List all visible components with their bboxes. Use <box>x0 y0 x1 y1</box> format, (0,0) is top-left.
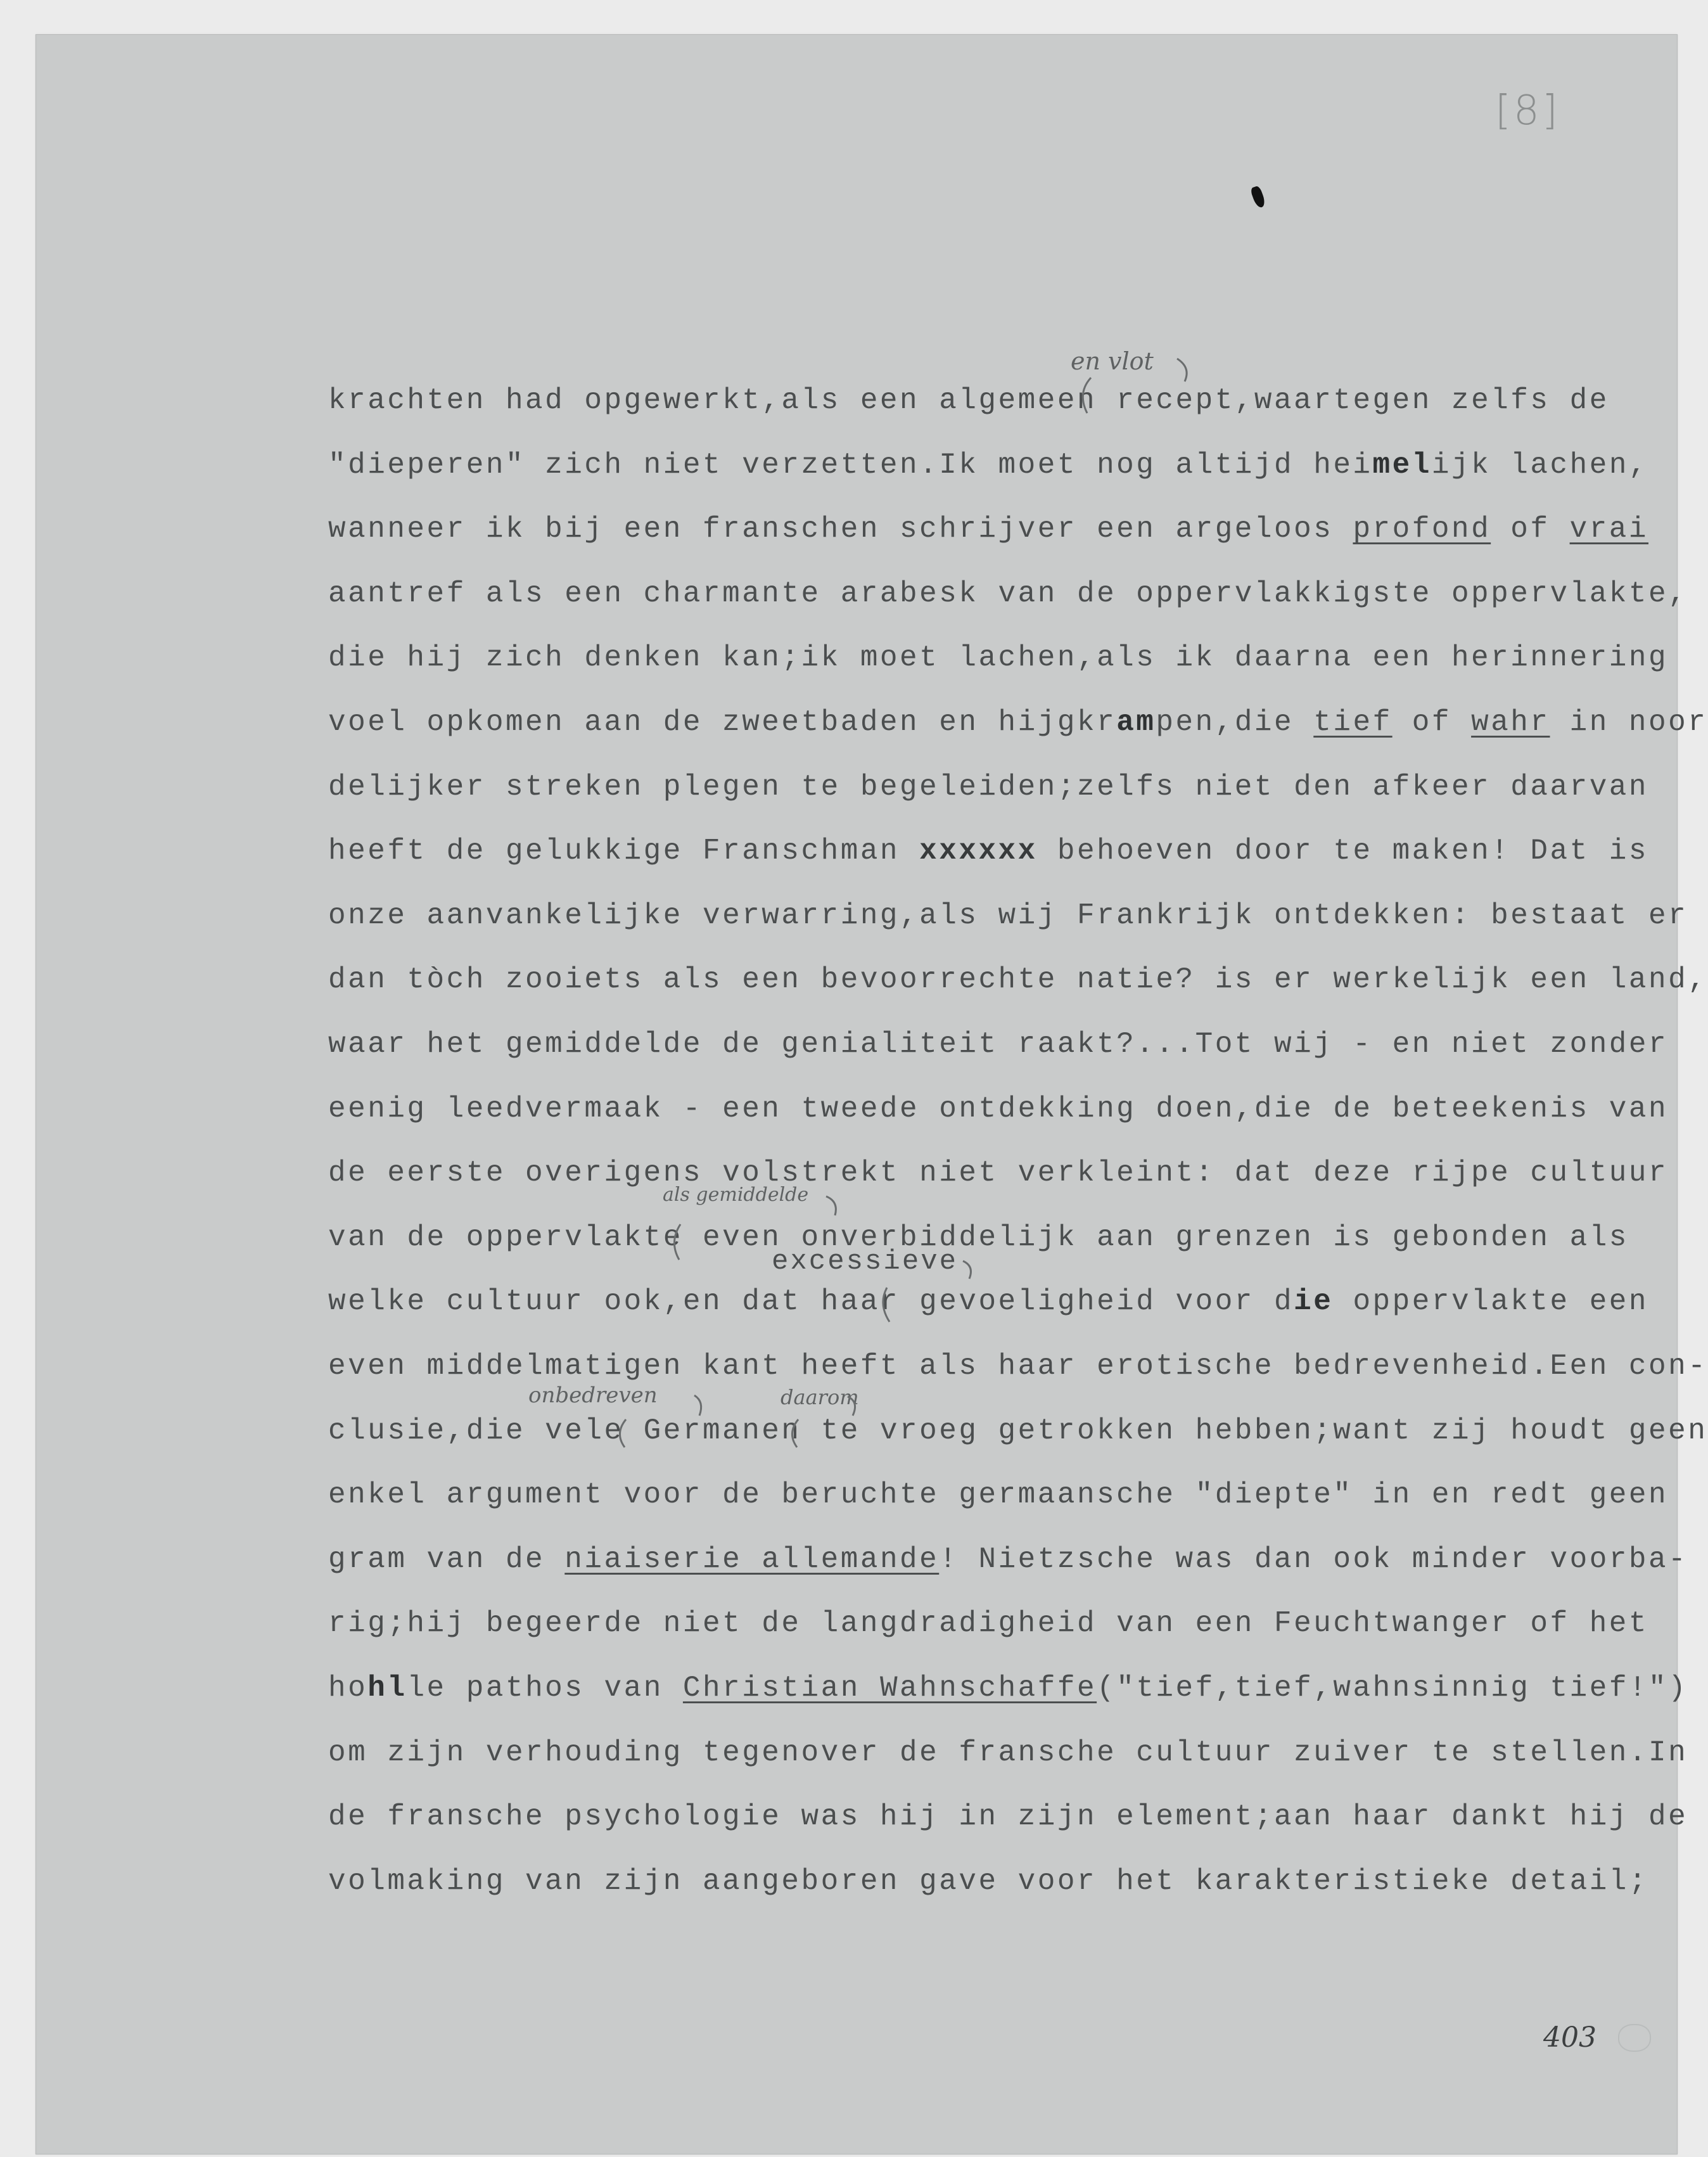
insertion-mark-gevoeligheid-end <box>963 1261 971 1279</box>
insertion-mark-germanen <box>620 1419 626 1447</box>
text-run: clusie,die vele Germanen te vroeg getrokken hebben;want zij houdt geen <box>328 1414 1708 1447</box>
text-run: recept,waartegen zelfs de <box>1116 384 1609 417</box>
overtyped-text: mel <box>1372 448 1432 482</box>
faint-stamp <box>1618 2024 1651 2052</box>
underlined-text: niaiserie allemande <box>564 1542 940 1576</box>
underlined-text: tief <box>1313 706 1393 739</box>
text-run: om zijn verhouding tegenover de fransche cultuur zuiver te stellen.In <box>328 1736 1688 1769</box>
text-run: wanneer ik bij een franschen schrijver een argeloos <box>328 513 1353 546</box>
text-run: onze aanvankelijke verwarring,als wij Frankrijk ontdekken: bestaat er <box>328 899 1688 932</box>
text-run: even middelmatigen kant heeft als haar erotische bedrevenheid.Een con- <box>328 1350 1708 1383</box>
overtyped-text: hl <box>367 1672 407 1705</box>
text-run: enkel argument voor de beruchte germaansche "diepte" in en redt geen <box>328 1478 1669 1512</box>
underlined-text: wahr <box>1471 706 1550 739</box>
text-run: rig;hij begeerde niet de langdradigheid van een Feuchtwanger of het <box>328 1607 1649 1641</box>
text-run: of <box>1392 706 1472 739</box>
text-run: ho <box>328 1672 368 1705</box>
underlined-text: Christian Wahnschaffe <box>682 1672 1097 1705</box>
text-run: de eerste overigens volstrekt niet verkleint: dat deze rijpe cultuur <box>328 1156 1669 1190</box>
text-run: delijker streken plegen te begeleiden;zelfs niet den afkeer daarvan <box>328 770 1649 803</box>
text-run: welke cultuur ook,en dat haar gevoeligheid voor d <box>328 1285 1294 1319</box>
text-run: in noor <box>1550 706 1708 739</box>
underlined-text: vrai <box>1569 513 1649 546</box>
insertion-mark-even-end <box>826 1196 836 1215</box>
text-run: of <box>1491 513 1570 546</box>
text-run: oppervlakte een <box>1333 1285 1649 1319</box>
text-run: heeft de gelukkige Franschman <box>328 835 920 868</box>
text-run: ! Nietzsche was dan ook minder voorba- <box>939 1542 1688 1576</box>
text-run: "dieperen" zich niet verzetten.Ik moet nog altijd hei <box>328 448 1373 482</box>
struck-out-text: xxxxxx <box>919 835 1038 868</box>
handwritten-insertion-daarom: daarom <box>781 1385 859 1409</box>
typed-insertion-excessieve: excessieve <box>772 1246 959 1277</box>
handwritten-insertion-onbedreven: onbedreven <box>528 1383 658 1408</box>
insertion-mark-germanen-end <box>694 1395 701 1416</box>
text-run: volmaking van zijn aangeboren gave voor het karakteristieke detail; <box>328 1864 1649 1898</box>
text-run: voel opkomen aan de zweetbaden en hijgkr <box>328 706 1117 739</box>
insertion-mark-te-end <box>848 1397 855 1416</box>
text-run: behoeven door te maken! Dat is <box>1037 835 1649 868</box>
text-run: eenig leedvermaak - een tweede ontdekking doen,die de beteekenis van <box>328 1092 1669 1125</box>
text-run: dan tòch zooiets als een bevoorrechte natie? is er werkelijk een land, <box>328 963 1708 997</box>
text-run: de fransche psychologie was hij in zijn element;aan haar dankt hij de <box>328 1800 1688 1834</box>
text-run: le pathos van <box>407 1672 683 1705</box>
folio-number: [8] <box>1495 87 1560 134</box>
text-run: waar het gemiddelde de genialiteit raakt?...Tot wij - en niet zonder <box>328 1028 1669 1061</box>
text-run: die hij zich denken kan;ik moet lachen,als ik daarna een herinnering <box>328 641 1669 675</box>
insertion-mark-even <box>674 1224 680 1260</box>
handwritten-insertion-en-vlot: en vlot <box>1071 347 1154 375</box>
text-run: aantref als een charmante arabesk van de oppervlakkigste oppervlakte, <box>328 577 1688 610</box>
insertion-mark-recept-end <box>1177 359 1187 381</box>
insertion-mark-recept <box>1083 378 1091 413</box>
insertion-mark-gevoeligheid <box>883 1288 889 1322</box>
text-run: ijk lachen, <box>1431 448 1649 482</box>
insertion-mark-te <box>792 1419 798 1447</box>
text-run: gram van de <box>328 1542 565 1576</box>
text-run: krachten had opgewerkt,als een algemeen <box>328 384 1117 417</box>
underlined-text: profond <box>1353 513 1491 546</box>
text-run: ("tief,tief,wahnsinnig tief!") <box>1097 1672 1688 1705</box>
overtyped-text: ie <box>1294 1285 1334 1319</box>
handwritten-insertion-als-gemiddelde: als gemiddelde <box>663 1184 809 1206</box>
text-run: van de oppervlakte even onverbiddelijk aan grenzen is gebonden als <box>328 1220 1629 1254</box>
text-run: pen,die <box>1156 706 1314 739</box>
overtyped-text: am <box>1116 706 1156 739</box>
page-number: 403 <box>1543 2021 1596 2054</box>
